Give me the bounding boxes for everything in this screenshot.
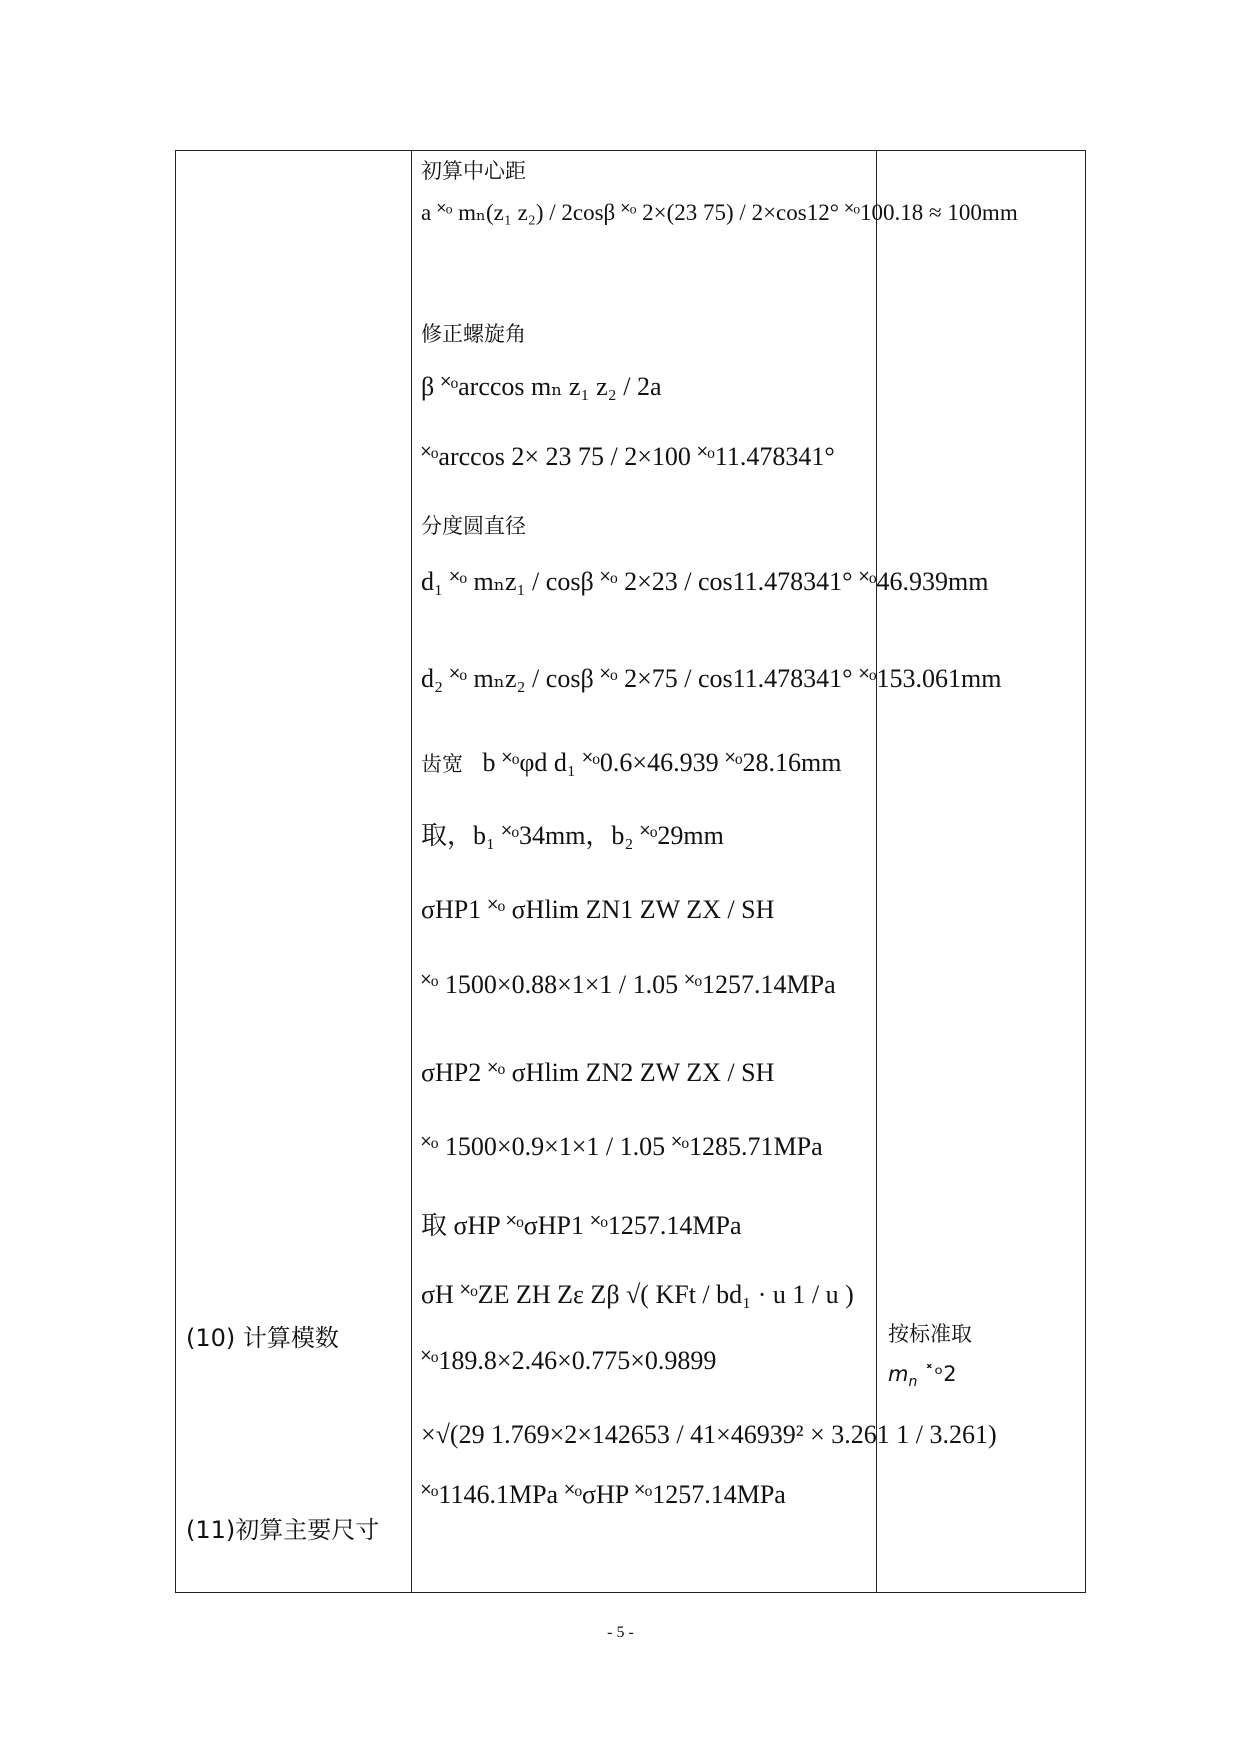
equation-shp1-b: ˟ᵒ 1500×0.88×1×1 / 1.05 ˟ᵒ1257.14MPa xyxy=(421,970,836,999)
face-width-formula: b ˟ᵒφd d₁ ˟ᵒ0.6×46.939 ˟ᵒ28.16mm xyxy=(482,748,842,777)
mn-value: ˟ᵒ2 xyxy=(917,1362,957,1386)
equation-beta-2: ˟ᵒarccos 2× 23 75 / 2×100 ˟ᵒ11.478341° xyxy=(421,442,835,471)
equation-face-width xyxy=(421,748,841,778)
equation-shp1-a: σHP1 ˟ᵒ σHlim ZN1 ZW ZX / SH xyxy=(421,895,775,924)
equation-d1: d₁ ˟ᵒ mₙz₁ / cosβ ˟ᵒ 2×23 / cos11.478341° ˟ᵒ46.939mm xyxy=(421,567,989,596)
heading-center-distance: 初算中心距 xyxy=(421,159,526,183)
equation-sigma-h-4: ˟ᵒ1146.1MPa ˟ᵒσHP ˟ᵒ1257.14MPa xyxy=(421,1480,786,1509)
module-value xyxy=(888,1362,957,1390)
mn-symbol: m xyxy=(888,1362,909,1386)
heading-pitch-diameter: 分度圆直径 xyxy=(421,514,526,538)
face-width-label: 齿宽 xyxy=(421,752,463,776)
step-label-10: (10) 计算模数 xyxy=(186,1324,339,1352)
column-divider xyxy=(876,151,877,1592)
equation-sigma-h: σH ˟ᵒZE ZH Zε Zβ √( KFt / bd₁ · u 1 / u ) xyxy=(421,1280,854,1309)
equation-take-widths: 取，b₁ ˟ᵒ34mm，b₂ ˟ᵒ29mm xyxy=(421,821,724,850)
page-number: - 5 - xyxy=(607,1624,634,1641)
note-label: 按标准取 xyxy=(888,1322,972,1346)
equation-sigma-h-2: ˟ᵒ189.8×2.46×0.775×0.9899 xyxy=(421,1346,717,1375)
equation-sigma-h-3: ×√(29 1.769×2×142653 / 41×46939² × 3.261 1 / 3.261) xyxy=(421,1420,997,1449)
mn-subscript: n xyxy=(908,1374,918,1391)
equation-d2: d₂ ˟ᵒ mₙz₂ / cosβ ˟ᵒ 2×75 / cos11.478341° ˟ᵒ153.061mm xyxy=(421,664,1002,693)
equation-shp2-a: σHP2 ˟ᵒ σHlim ZN2 ZW ZX / SH xyxy=(421,1058,775,1087)
equation-beta-1: β ˟ᵒarccos mₙ z₁ z₂ / 2a xyxy=(421,372,662,401)
step-label-11: (11)初算主要尺寸 xyxy=(186,1516,380,1544)
equation-take-shp: 取 σHP ˟ᵒσHP1 ˟ᵒ1257.14MPa xyxy=(421,1211,742,1240)
equation-shp2-b: ˟ᵒ 1500×0.9×1×1 / 1.05 ˟ᵒ1285.71MPa xyxy=(421,1132,823,1161)
column-divider xyxy=(411,151,412,1592)
heading-helix-angle: 修正螺旋角 xyxy=(421,322,526,346)
equation-center-distance: a ˟ᵒ mₙ(z₁ z₂) / 2cosβ ˟ᵒ 2×(23 75) / 2×cos12° ˟ᵒ100.18 ≈ 100mm xyxy=(421,200,1018,225)
